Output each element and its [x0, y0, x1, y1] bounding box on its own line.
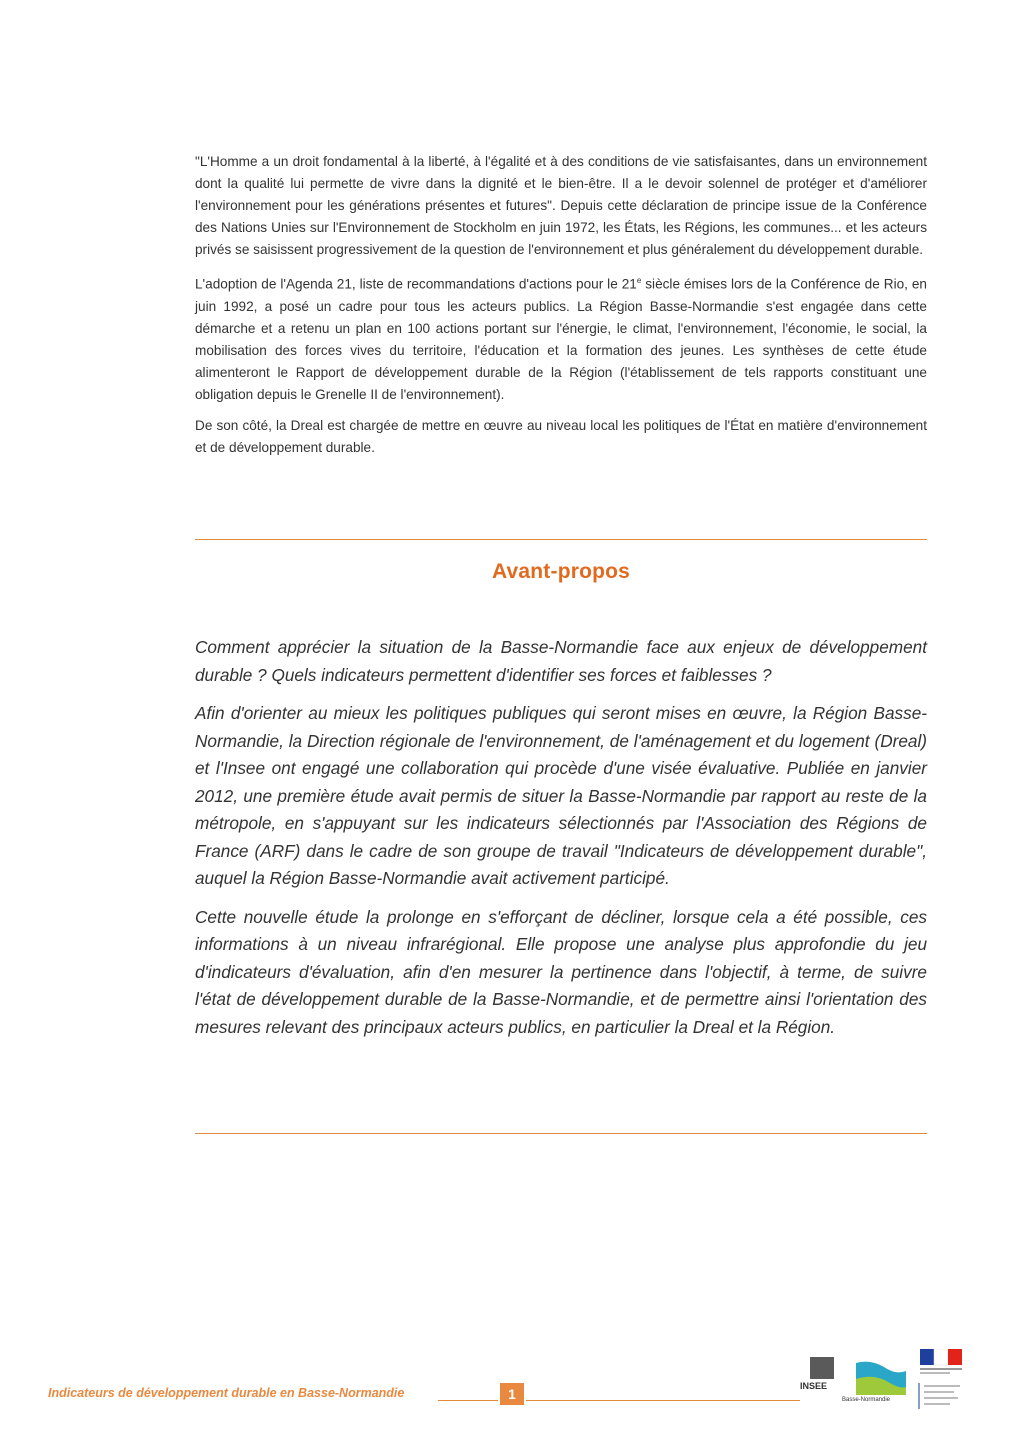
foreword-title: Avant-propos	[491, 560, 631, 583]
intro-paragraph-1: "L'Homme a un droit fondamental à la liberté, à l'égalité et à des conditions de vie satisfaisantes, dans un environnement dont la qualité lui permette de vivre dans la dignité et le bien-être. Il a le devoir solennel de protéger et d'améliorer l'environnement pour les générations présentes et futures". Depuis cette déclaration de principe issue de la Conférence des Nations Unies sur l'Environnement de Stockholm en juin 1972, les États, les Régions, les communes... et les acteurs privés se saisissent progressivement de la question de l'environnement et plus généralement du développement durable.	[195, 154, 927, 257]
government-flag-icon	[920, 1349, 962, 1375]
partner-logos	[800, 1345, 970, 1415]
footer-line-left	[438, 1400, 498, 1401]
region-logo-label: Basse-Normandie	[842, 1397, 891, 1403]
page-number: 1	[500, 1383, 524, 1405]
century-superscript: e	[636, 276, 642, 285]
intro-paragraph-3: De son côté, la Dreal est chargée de mettre en œuvre au niveau local les politiques de l'État en matière d'environnement et de développement durable.	[195, 417, 927, 455]
intro-p2-start: L'adoption de l'Agenda 21, liste de recommandations d'actions pour le 21	[195, 276, 637, 292]
region-logo-icon	[850, 1357, 912, 1399]
intro-p2-end: siècle émises lors de la Conférence de Rio, en juin 1992, a posé un cadre pour tous les acteurs publics. La Région Basse-Normandie s'est engagée dans cette démarche et a retenu un plan en 100 actions portant sur l'énergie, le climat, l'environnement, l'économie, le social, la mobilisation des forces vives du territoire, l'éducation et la formation des jeunes. Les synthèses de cette étude alimenteront le Rapport de développement durable de la Région (l'établissement de tels rapports constituant une obligation depuis le Grenelle II de l'environnement).	[195, 276, 927, 402]
top-divider	[195, 539, 927, 540]
foreword-text	[195, 634, 927, 1052]
insee-logo-icon	[810, 1357, 834, 1379]
dreal-logo-icon	[918, 1381, 964, 1411]
foreword-paragraph-3: Cette nouvelle étude la prolonge en s'efforçant de décliner, lorsque cela a été possible, ces informations à un niveau infrarégional. Elle propose une analyse plus approfondie du jeu d'indicateurs d'évaluation, afin d'en mesurer la pertinence dans l'objectif, à terme, de suivre l'état de développement durable de la Basse-Normandie, et de permettre ainsi l'orientation des mesures relevant des principaux acteurs publics, en particulier la Dreal et la Région.	[195, 906, 927, 1037]
footer-line-right	[526, 1400, 800, 1401]
intro-paragraph-2	[195, 270, 927, 406]
foreword-paragraph-2: Afin d'orienter au mieux les politiques publiques qui seront mises en œuvre, la Région Basse-Normandie, la Direction régionale de l'environnement, de l'aménagement et du logement (Dreal) et l'Insee ont engagé une collaboration qui procède d'une visée évaluative. Publiée en janvier 2012, une première étude avait permis de situer la Basse-Normandie par rapport au reste de la métropole, en s'appuyant sur les indicateurs sélectionnés par l'Association des Régions de France (ARF) dans le cadre de son groupe de travail "Indicateurs de développement durable", auquel la Région Basse-Normandie avait activement participé.	[195, 703, 927, 888]
intro-text	[195, 151, 927, 468]
bottom-divider	[195, 1133, 927, 1134]
insee-logo-label: INSEE	[800, 1381, 828, 1391]
foreword-paragraph-1: Comment apprécier la situation de la Basse-Normandie face aux enjeux de développement durable ? Quels indicateurs permettent d'identifier ses forces et faiblesses ?	[195, 637, 927, 685]
footer-title: Indicateurs de développement durable en Basse-Normandie	[48, 1386, 405, 1400]
